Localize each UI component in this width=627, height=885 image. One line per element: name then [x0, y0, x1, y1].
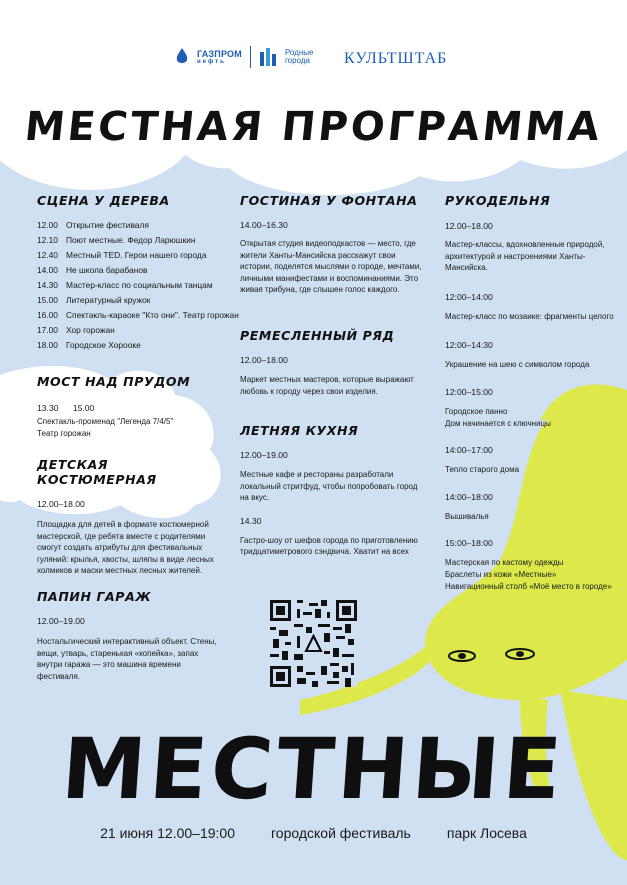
- schedule-row: [37, 293, 242, 308]
- slot-text: Мастер-класс по мозаике: фрагменты целого: [445, 311, 614, 321]
- slot-time: 12.00–19.00: [240, 450, 288, 460]
- schedule-time: 15.00: [37, 295, 58, 305]
- rodnye-goroda-icon: [259, 48, 277, 66]
- footer-date: 21 июня 12.00–19:00: [100, 825, 235, 841]
- section-gostinaya: [240, 193, 425, 296]
- festival-name: МЕСТНЫЕ: [58, 720, 569, 818]
- section-rukodelnya: [445, 193, 615, 592]
- slot-time: 12.00–18.00: [240, 355, 288, 365]
- slot-time: 12.00–18.00: [37, 499, 85, 509]
- slot-text: Открытая студия видеоподкастов — место, где жители Ханты-Мансийска расскажут свои истории, поделятся мыслями о городе, мечтами, личными манифестами и воспоминаниями. Это живая трибуна, где слышен голос каждого.: [240, 239, 422, 295]
- schedule-time: 12.00: [37, 220, 58, 230]
- schedule-row: [37, 323, 242, 338]
- slot-text: Местные кафе и рестораны разработали локальный стритфуд, чтобы попробовать город на вкус.: [240, 470, 418, 503]
- slot-time: 12.00–18.00: [445, 221, 493, 231]
- footer-type: городской фестиваль: [270, 825, 411, 841]
- schedule-event: Хор горожан: [66, 325, 115, 335]
- slot-text: Украшение на шею с символом города: [445, 360, 590, 370]
- schedule-row: [37, 233, 242, 248]
- slot-text: Театр горожан: [37, 428, 91, 438]
- gazprom-name: ГАЗПРОМ: [197, 48, 242, 59]
- section-kukhnya: [240, 423, 420, 558]
- schedule-event: Спектакль-караоке "Кто они". Театр горожан: [66, 310, 239, 320]
- section-heading: ЛЕТНЯЯ КУХНЯ: [240, 423, 359, 438]
- slot-time: 12:00–15:00: [445, 386, 493, 397]
- slot-text: Площадка для детей в формате костюмерной мастерской, где ребята вместе с родителями смогут создать атрибуты для фестивальных гуляний: крылья, хвосты, шляпы в виде лесных холмиков и маски местных лесных жителей.: [37, 520, 214, 576]
- rodnye-goroda-logo: Родные города: [284, 47, 314, 65]
- slot-time: 12:00–14:30: [445, 340, 493, 351]
- schedule-time: 17.00: [37, 325, 58, 335]
- slot-text: Вышивалья: [445, 511, 489, 521]
- slot-text: Тепло старого дома: [445, 465, 520, 475]
- schedule-time: 18.00: [37, 340, 58, 350]
- slot-text: Маркет местных мастеров, которые выражают любовь к городу через свои изделия.: [240, 375, 414, 396]
- schedule-time: 14.30: [37, 280, 58, 290]
- section-heading: РЕМЕСЛЕННЫЙ РЯД: [240, 328, 395, 343]
- schedule-event: Поют местные. Федор Ларюшкин: [66, 235, 196, 245]
- slot-text: Городское панно Дом начинается с ключницы: [445, 406, 551, 428]
- slot-time: 14:00–18:00: [445, 491, 493, 502]
- section-heading: СЦЕНА У ДЕРЕВА: [37, 193, 170, 208]
- schedule-row: [37, 218, 242, 233]
- gazprom-logo: [197, 50, 242, 65]
- slot-text: Мастерская по кастому одежды Браслеты из кожи «Местные» Навигационный столб «Моё место в городе»: [445, 558, 612, 591]
- slot-text: Мастер-классы, вдохновленные природой, архитектурой и настроениями Ханты-Мансийска.: [445, 240, 605, 273]
- slot-text: Ностальгический интерактивный объект. Стены, вещи, утварь, старенькая «копейка», запах внутри гаража — это машина времени фестиваля.: [37, 637, 217, 681]
- page-title: МЕСТНАЯ ПРОГРАММА: [22, 104, 605, 150]
- slot-time: 14:00–17:00: [445, 445, 493, 456]
- schedule-time: 16.00: [37, 310, 58, 320]
- schedule-row: [37, 263, 242, 278]
- schedule-row: [37, 338, 242, 353]
- slot-text: Гастро-шоу от шефов города по приготовлению тридцатиметрового сэндвича. Хватит на всех: [240, 535, 418, 557]
- schedule-event: Мастер-класс по социальным танцам: [66, 280, 213, 290]
- section-heading: РУКОДЕЛЬНЯ: [445, 193, 551, 208]
- section-heading: ГОСТИНАЯ У ФОНТАНА: [240, 193, 418, 208]
- slot-time: 12:00–14:00: [445, 291, 493, 302]
- schedule-event: Открытие фестиваля: [66, 220, 149, 230]
- section-garazh: [37, 589, 222, 682]
- schedule-row: [37, 278, 242, 293]
- slot-text: Спектакль-променад "Легенда 7/4/5": [37, 417, 174, 426]
- slot-time: 14.00–16.30: [240, 220, 288, 230]
- section-heading: ПАПИН ГАРАЖ: [37, 589, 152, 604]
- qr-code-icon[interactable]: [270, 600, 357, 687]
- footer: [0, 825, 627, 841]
- schedule-event: Литературный кружок: [66, 295, 151, 305]
- section-scena: [37, 193, 242, 353]
- schedule-event: Местный TED. Герои нашего города: [66, 250, 207, 260]
- logo-divider: [250, 46, 251, 68]
- partner-logos: [175, 46, 325, 68]
- schedule-time: 14.00: [37, 265, 58, 275]
- schedule-row: [37, 248, 242, 263]
- kultshtab-logo: КУЛЬТШТАБ: [344, 50, 448, 67]
- section-heading: ДЕТСКАЯ КОСТЮМЕРНАЯ: [37, 457, 157, 487]
- slot-time: 14.30: [240, 515, 262, 526]
- slot-times: 13.30 15.00: [37, 403, 95, 413]
- section-heading: МОСТ НАД ПРУДОМ: [37, 374, 191, 389]
- slot-time: 12.00–19.00: [37, 616, 85, 626]
- slot-time: 15:00–18:00: [445, 538, 493, 549]
- schedule-event: Не школа барабанов: [66, 265, 148, 275]
- schedule-time: 12.40: [37, 250, 58, 260]
- schedule-time: 12.10: [37, 235, 58, 245]
- footer-place: парк Лосева: [446, 825, 527, 841]
- section-remeslenny: [240, 328, 420, 397]
- section-most: [37, 374, 227, 439]
- schedule-event: Городское Хорооке: [66, 340, 141, 350]
- section-detskaya: [37, 457, 227, 577]
- schedule-row: [37, 308, 242, 323]
- gazprom-flame-icon: [175, 48, 189, 66]
- schedule-list: [37, 218, 242, 353]
- gazprom-sub: нефть: [197, 58, 226, 65]
